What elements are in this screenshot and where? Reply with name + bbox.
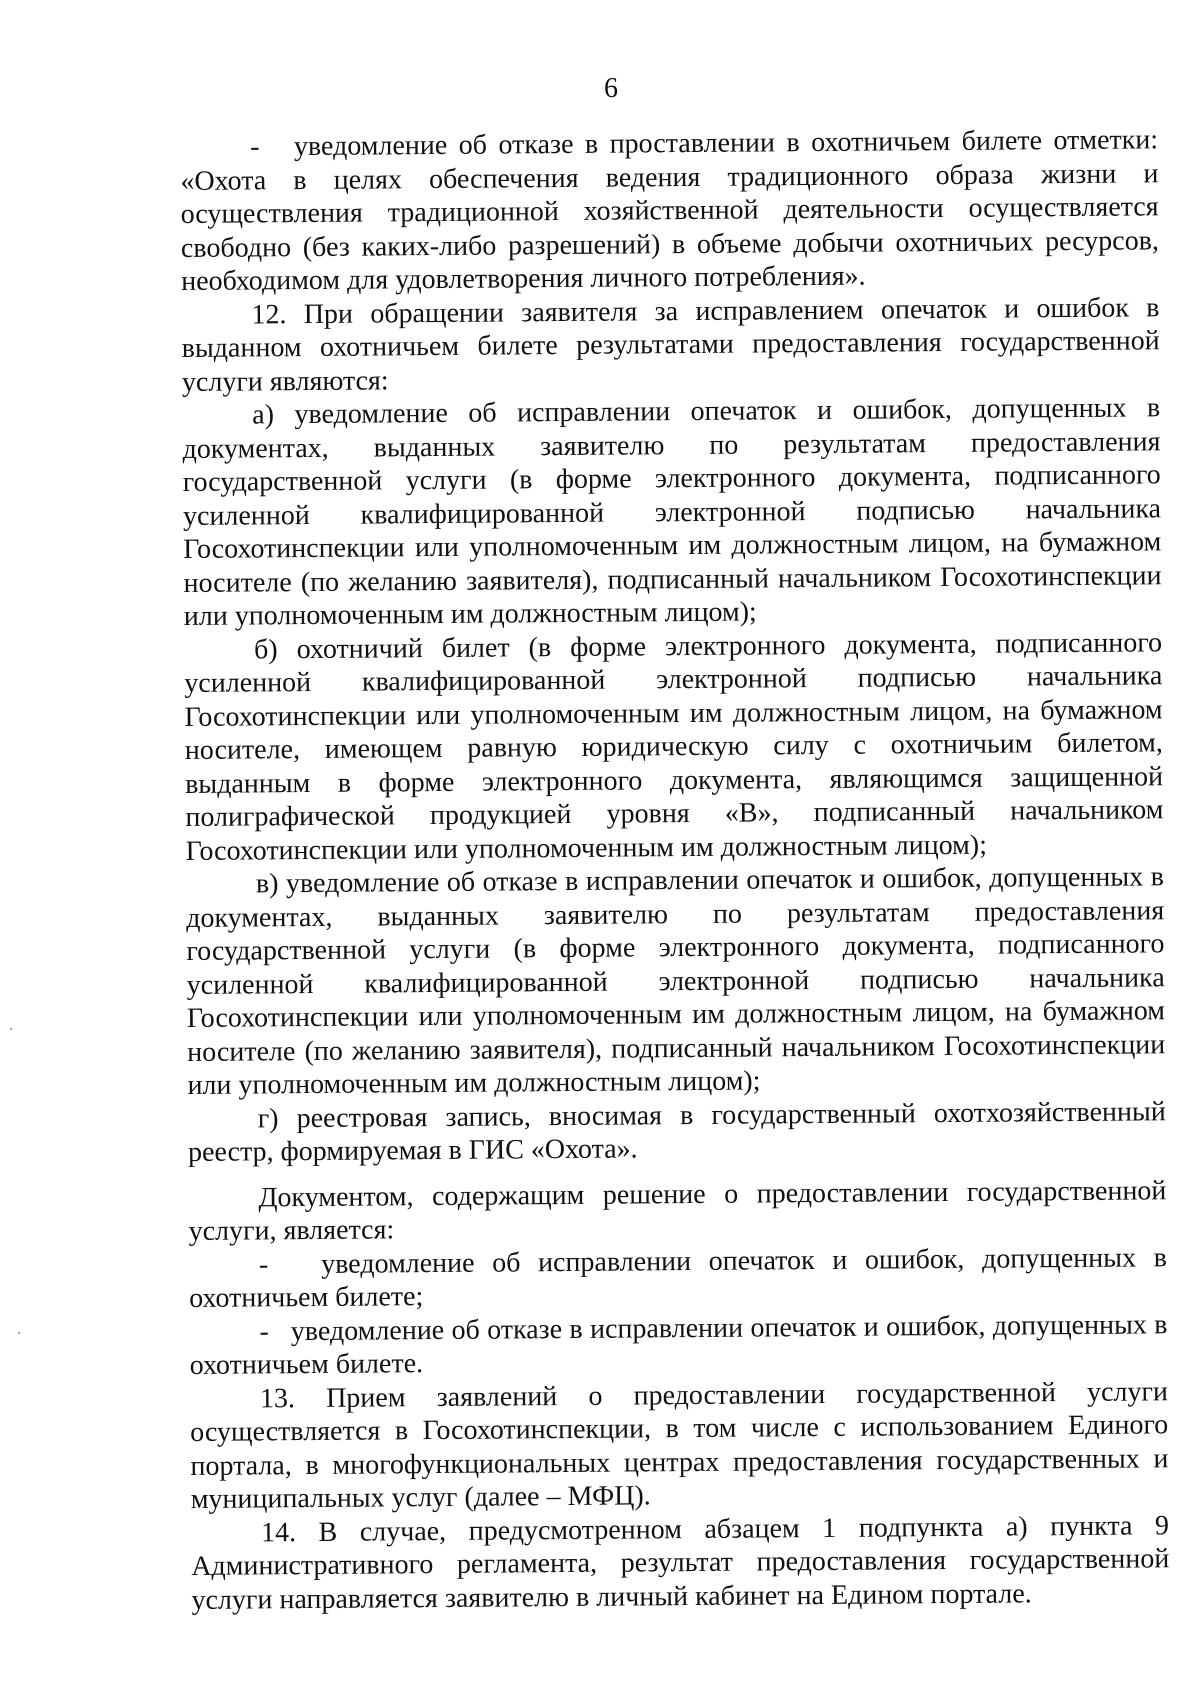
paragraph-refusal-mark: - уведомление об отказе в проставлении в охотничьем билете отметки: «Охота в целях обеспечения ведения традиционного образа жизни и осуществления традиционной хозяйственной деятельности осуществляется свободно (без каких-либо разрешений) в объеме добычи охотничьих ресурсов, необходимом для удовлетворения личного потребления».	[180, 124, 1160, 297]
paragraph-14: 14. В случае, предусмотренном абзацем 1 подпункта а) пункта 9 Административного регламента, результат предоставления государственной услуги направляется заявителю в личный кабинет на Едином портале.	[191, 1509, 1170, 1616]
list-item-correction-notice: - уведомление об исправлении опечаток и ошибок, допущенных в охотничьем билете;	[189, 1241, 1167, 1314]
paragraph-12: 12. При обращении заявителя за исправлением опечаток и ошибок в выданном охотничьем билете результатами предоставления государственной услуги являются:	[181, 291, 1160, 398]
page-number: 6	[604, 73, 618, 104]
paragraph-12-b: б) охотничий билет (в форме электронного документа, подписанного усиленной квалифицированной электронной подписью начальника Госохотинспекции или уполномоченным им должностным лицом, на бумажном носителе, имеющем равную юридическую силу с охотничьим билетом, выданным в форме электронного документа, являющимся защищенной полиграфической продукцией уровня «В», подписанный начальником Госохотинспекции или уполномоченным им должностным лицом);	[184, 626, 1164, 867]
paragraph-12-v: в) уведомление об отказе в исправлении опечаток и ошибок, допущенных в документах, выданных заявителю по результатам предоставления государственной услуги (в форме электронного документа, подписанного усиленной квалифицированной электронной подписью начальника Госохотинспекции или уполномоченным им должностным лицом, на бумажном носителе (по желанию заявителя), подписанный начальником Госохотинспекции или уполномоченным им должностным лицом);	[186, 861, 1166, 1101]
paragraph-decision-document: Документом, содержащим решение о предоставлении государственной услуги, является:	[188, 1174, 1167, 1247]
paragraph-12-g: г) реестровая запись, вносимая в государственный охотхозяйственный реестр, формируемая в ГИС «Охота».	[187, 1095, 1166, 1168]
paragraph-12-a: а) уведомление об исправлении опечаток и ошибок, допущенных в документах, выданных заявителю по результатам предоставления государственной услуги (в форме электронного документа, подписанного усиленной квалифицированной электронной подписью начальника Госохотинспекции или уполномоченным им должностным лицом, на бумажном носителе (по желанию заявителя), подписанный начальником Госохотинспекции или уполномоченным им должностным лицом);	[182, 392, 1162, 632]
scan-speck	[18, 1332, 20, 1334]
document-body	[180, 123, 1170, 1617]
scan-speck	[10, 1028, 12, 1030]
paragraph-13: 13. Прием заявлений о предоставлении государственной услуги осуществляется в Госохотинспекции, в том числе с использованием Единого портала, в многофункциональных центрах предоставления государственных и муниципальных услуг (далее – МФЦ).	[190, 1375, 1169, 1515]
list-item-refusal-notice: - уведомление об отказе в исправлении опечаток и ошибок, допущенных в охотничьем билете.	[189, 1308, 1168, 1381]
